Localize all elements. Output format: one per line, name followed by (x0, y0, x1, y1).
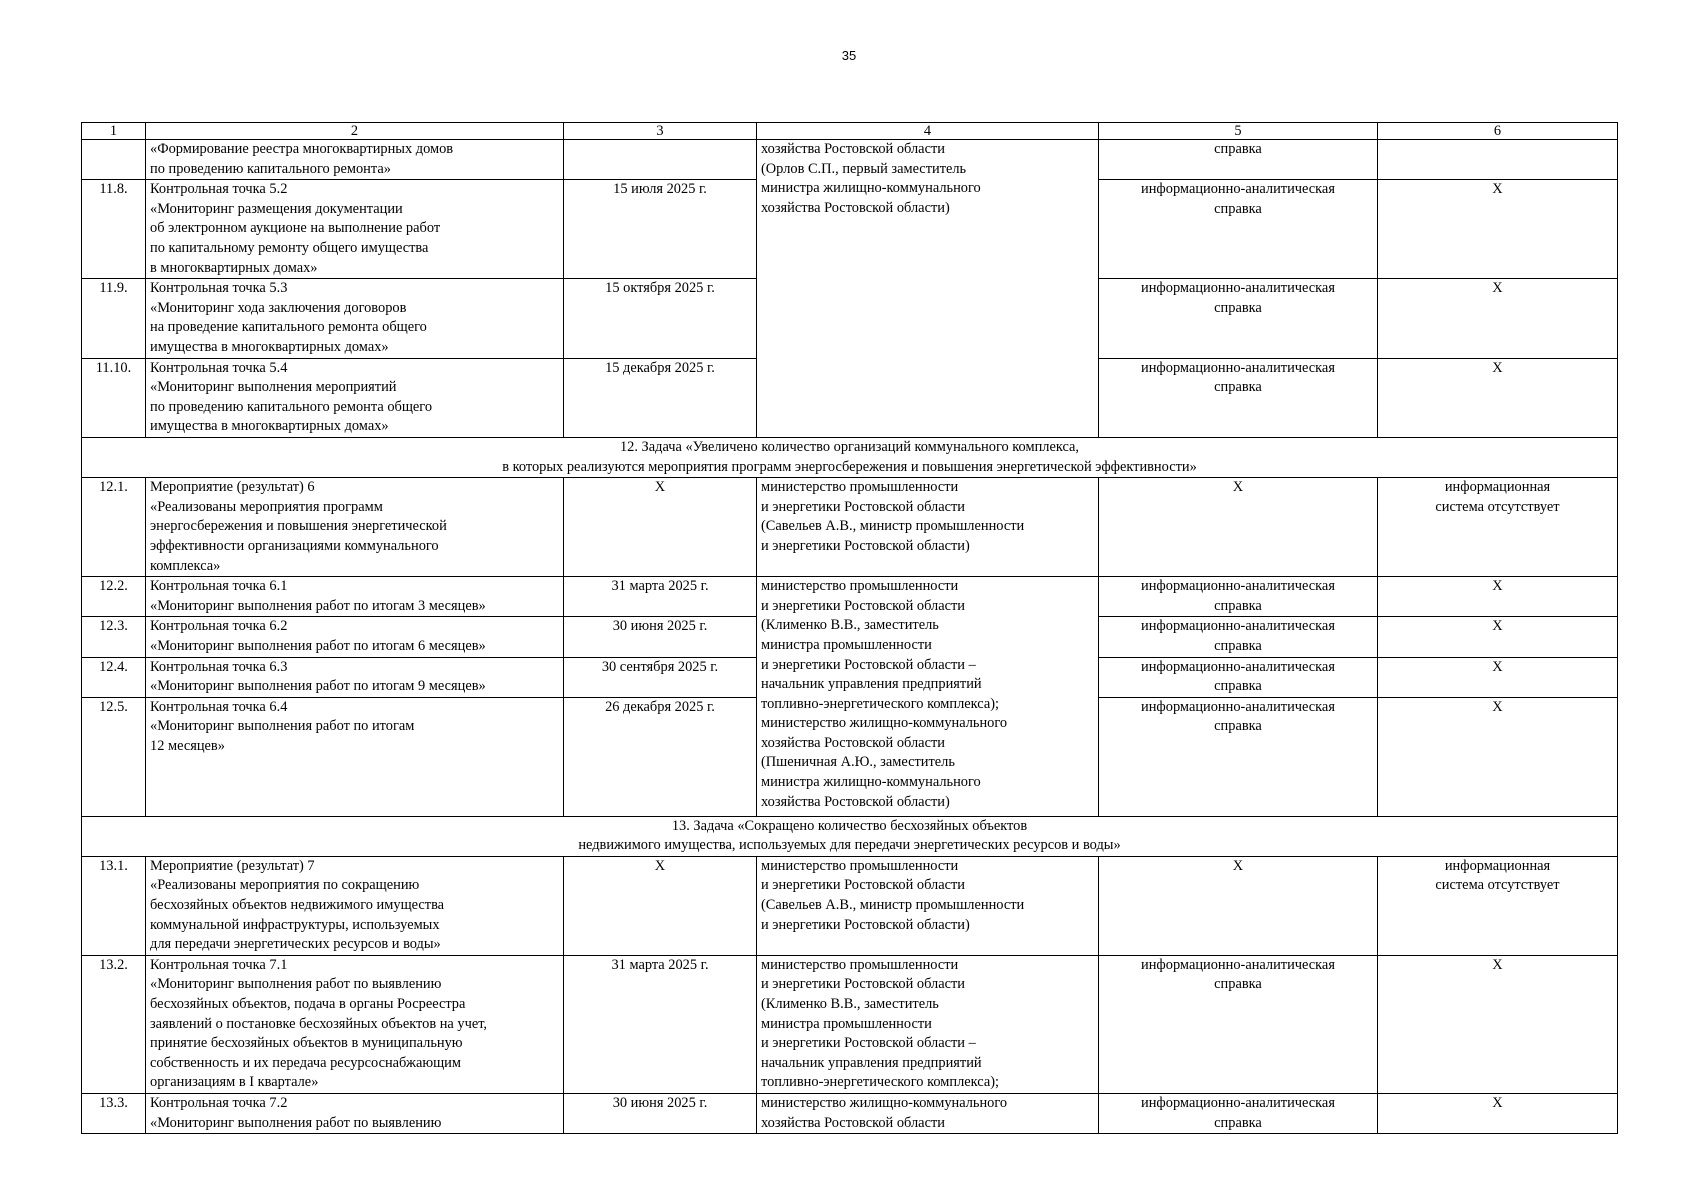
row-document-form: информационно-аналитическая справка (1099, 955, 1378, 1093)
row-responsible: хозяйства Ростовской области (Орлов С.П., первый заместитель министра жилищно-коммунального хозяйства Ростовской области) (757, 140, 1099, 438)
row-number: 12.4. (82, 657, 146, 697)
row-date: 30 сентября 2025 г. (564, 657, 757, 697)
header-cell: 2 (146, 123, 564, 140)
row-name: Контрольная точка 7.2 «Мониторинг выполнения работ по выявлению (146, 1094, 564, 1134)
row-document-form: информационно-аналитическая справка (1099, 697, 1378, 816)
table-row (82, 478, 1618, 577)
row-info-system: X (1378, 617, 1618, 657)
row-info-system: X (1378, 577, 1618, 617)
row-info-system: X (1378, 358, 1618, 437)
row-document-form: справка (1099, 140, 1378, 180)
row-number: 11.9. (82, 279, 146, 358)
row-document-form: X (1099, 478, 1378, 577)
row-responsible: министерство промышленности и энергетики Ростовской области (Савельев А.В., министр промышленности и энергетики Ростовской области) (757, 856, 1099, 955)
row-info-system: X (1378, 657, 1618, 697)
row-number (82, 140, 146, 180)
row-info-system (1378, 140, 1618, 180)
header-cell: 4 (757, 123, 1099, 140)
row-document-form: информационно-аналитическая справка (1099, 279, 1378, 358)
row-number: 12.3. (82, 617, 146, 657)
header-cell: 5 (1099, 123, 1378, 140)
row-document-form: информационно-аналитическая справка (1099, 617, 1378, 657)
task-row (82, 816, 1618, 856)
row-number: 11.10. (82, 358, 146, 437)
row-responsible: министерство промышленности и энергетики Ростовской области (Клименко В.В., заместитель министра промышленности и энергетики Ростовской области – начальник управления предприятий топливно-энергетического комплекса); (757, 955, 1099, 1093)
row-name: Контрольная точка 7.1 «Мониторинг выполнения работ по выявлению бесхозяйных объектов, подача в органы Росреестра заявлений о постановке бесхозяйных объектов на учет, принятие бесхозяйных объектов в муниципальную собственность и их передача ресурсоснабжающим организациям в I квартале» (146, 955, 564, 1093)
row-document-form: информационно-аналитическая справка (1099, 358, 1378, 437)
table-row (82, 1094, 1618, 1134)
row-date: 30 июня 2025 г. (564, 1094, 757, 1134)
task-12-heading: 12. Задача «Увеличено количество организаций коммунального комплекса, в которых реализуются мероприятия программ энергосбережения и повышения энергетической эффективности» (82, 437, 1618, 477)
row-name: Контрольная точка 6.3 «Мониторинг выполнения работ по итогам 9 месяцев» (146, 657, 564, 697)
row-info-system: информационная система отсутствует (1378, 856, 1618, 955)
row-date: 30 июня 2025 г. (564, 617, 757, 657)
row-info-system: X (1378, 697, 1618, 816)
table-row (82, 955, 1618, 1093)
page-number: 35 (841, 48, 857, 63)
row-document-form: информационно-аналитическая справка (1099, 180, 1378, 279)
row-date: 15 октября 2025 г. (564, 279, 757, 358)
row-info-system: X (1378, 180, 1618, 279)
row-number: 11.8. (82, 180, 146, 279)
row-name: Контрольная точка 5.3 «Мониторинг хода заключения договоров на проведение капитального ремонта общего имущества в многоквартирных домах» (146, 279, 564, 358)
row-document-form: информационно-аналитическая справка (1099, 657, 1378, 697)
header-cell: 3 (564, 123, 757, 140)
row-date: 31 марта 2025 г. (564, 955, 757, 1093)
row-document-form: информационно-аналитическая справка (1099, 1094, 1378, 1134)
row-name: Контрольная точка 6.4 «Мониторинг выполнения работ по итогам 12 месяцев» (146, 697, 564, 816)
row-date: X (564, 478, 757, 577)
row-number: 12.2. (82, 577, 146, 617)
row-responsible: министерство промышленности и энергетики Ростовской области (Клименко В.В., заместитель министра промышленности и энергетики Ростовской области – начальник управления предприятий топливно-энергетического комплекса); министерство жилищно-коммунального хозяйства Ростовской области (Пшеничная А.Ю., заместитель министра жилищно-коммунального хозяйства Ростовской области) (757, 577, 1099, 817)
row-name: Контрольная точка 6.2 «Мониторинг выполнения работ по итогам 6 месяцев» (146, 617, 564, 657)
row-info-system: X (1378, 955, 1618, 1093)
task-13-heading: 13. Задача «Сокращено количество бесхозяйных объектов недвижимого имущества, используемых для передачи энергетических ресурсов и воды» (82, 816, 1618, 856)
row-date: 26 декабря 2025 г. (564, 697, 757, 816)
table-row (82, 140, 1618, 180)
row-date: X (564, 856, 757, 955)
row-number: 12.1. (82, 478, 146, 577)
row-name: «Формирование реестра многоквартирных домов по проведению капитального ремонта» (146, 140, 564, 180)
row-date: 15 декабря 2025 г. (564, 358, 757, 437)
table-header-row (82, 123, 1618, 140)
row-number: 12.5. (82, 697, 146, 816)
task-row (82, 437, 1618, 477)
row-number: 13.1. (82, 856, 146, 955)
row-responsible: министерство жилищно-коммунального хозяйства Ростовской области (757, 1094, 1099, 1134)
table-row (82, 856, 1618, 955)
table-row (82, 577, 1618, 617)
row-document-form: информационно-аналитическая справка (1099, 577, 1378, 617)
plan-table (81, 122, 1618, 1134)
row-info-system: информационная система отсутствует (1378, 478, 1618, 577)
row-number: 13.3. (82, 1094, 146, 1134)
row-name: Контрольная точка 6.1 «Мониторинг выполнения работ по итогам 3 месяцев» (146, 577, 564, 617)
row-document-form: X (1099, 856, 1378, 955)
row-date (564, 140, 757, 180)
row-name: Контрольная точка 5.4 «Мониторинг выполнения мероприятий по проведению капитального ремонта общего имущества в многоквартирных домах» (146, 358, 564, 437)
row-name: Мероприятие (результат) 7 «Реализованы мероприятия по сокращению бесхозяйных объектов недвижимого имущества коммунальной инфраструктуры, используемых для передачи энергетических ресурсов и воды» (146, 856, 564, 955)
row-info-system: X (1378, 279, 1618, 358)
row-date: 31 марта 2025 г. (564, 577, 757, 617)
row-responsible: министерство промышленности и энергетики Ростовской области (Савельев А.В., министр промышленности и энергетики Ростовской области) (757, 478, 1099, 577)
header-cell: 6 (1378, 123, 1618, 140)
row-date: 15 июля 2025 г. (564, 180, 757, 279)
row-name: Контрольная точка 5.2 «Мониторинг размещения документации об электронном аукционе на выполнение работ по капитальному ремонту общего имущества в многоквартирных домах» (146, 180, 564, 279)
row-name: Мероприятие (результат) 6 «Реализованы мероприятия программ энергосбережения и повышения энергетической эффективности организациями коммунального комплекса» (146, 478, 564, 577)
row-number: 13.2. (82, 955, 146, 1093)
row-info-system: X (1378, 1094, 1618, 1134)
header-cell: 1 (82, 123, 146, 140)
